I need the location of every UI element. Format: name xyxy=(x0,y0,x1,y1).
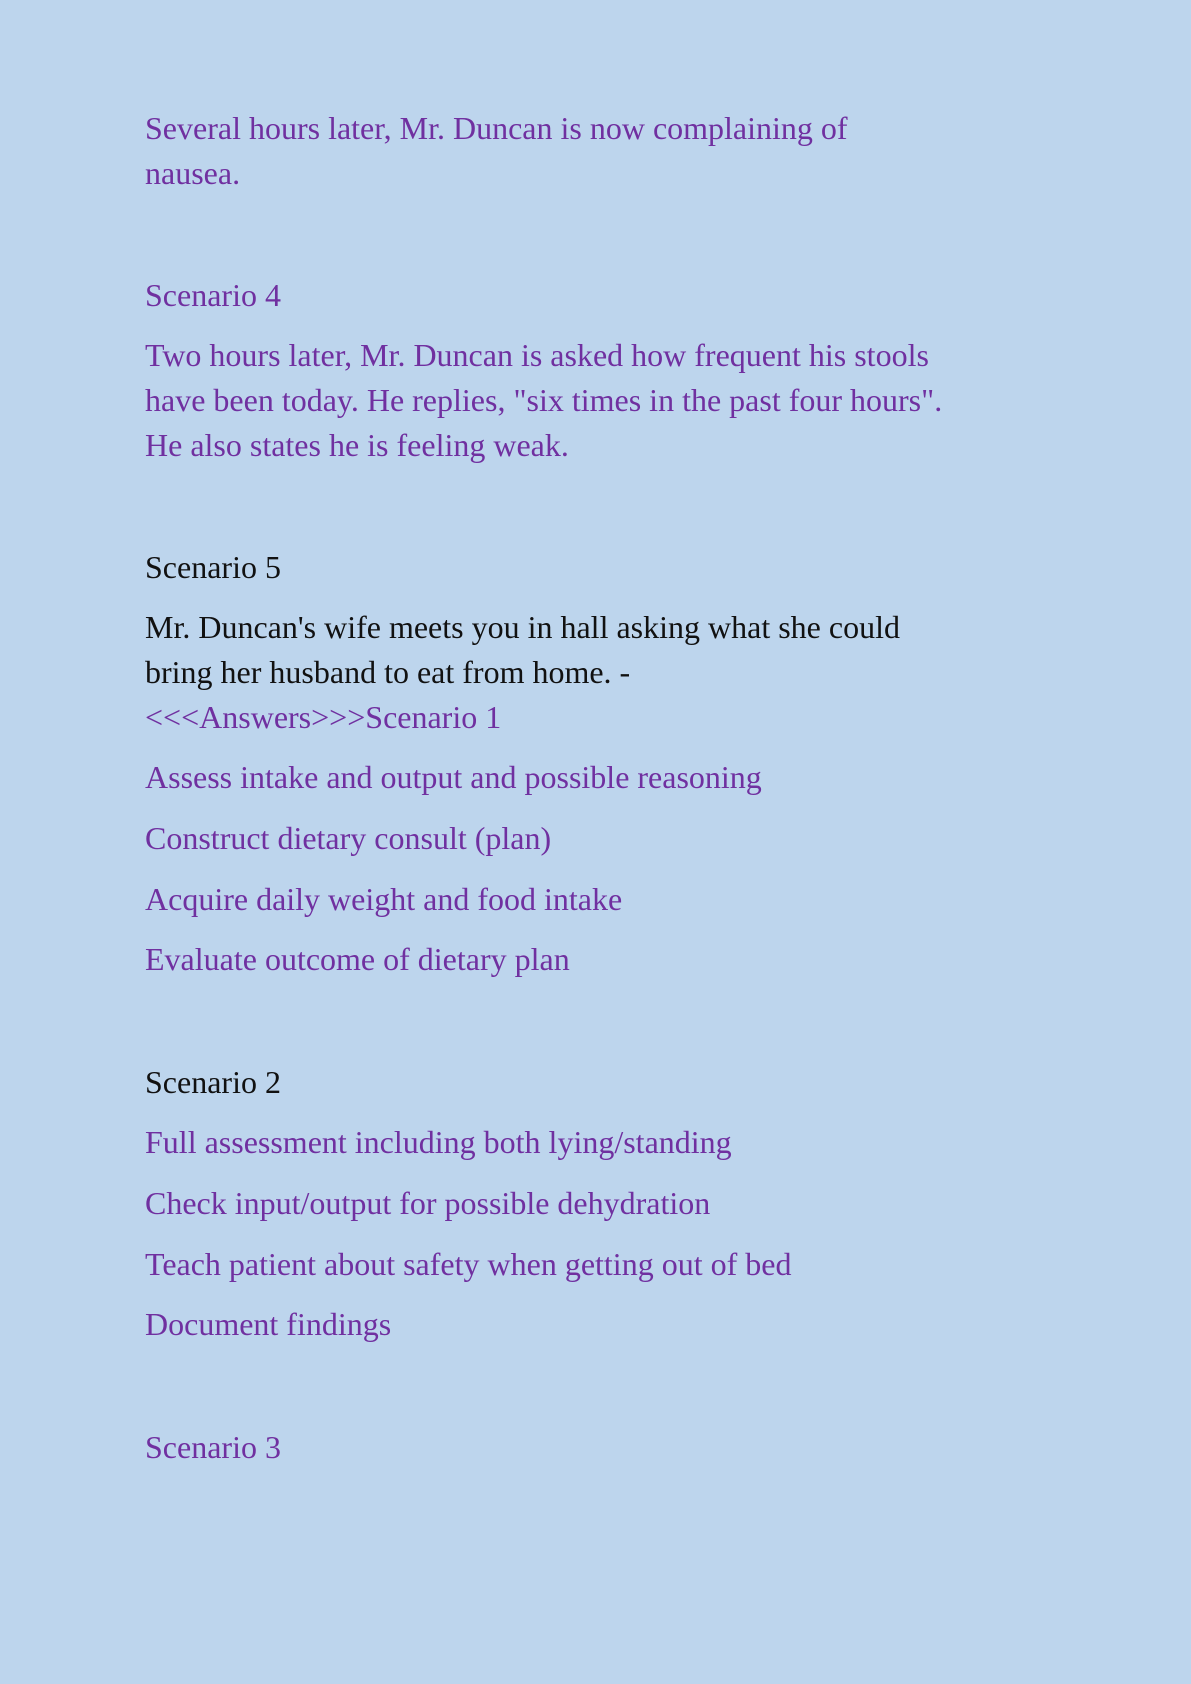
scenario3-text-line2: nausea. xyxy=(145,155,241,191)
answers-scenario2-heading: Scenario 2 xyxy=(145,1064,281,1100)
scenario4-text-line2: have been today. He replies, "six times in the past four hours". xyxy=(145,382,943,418)
scenario4-heading: Scenario 4 xyxy=(145,277,281,313)
answer-item: Acquire daily weight and food intake xyxy=(145,881,623,917)
answer-item: Document findings xyxy=(145,1306,392,1342)
answers-scenario1-heading: <<<Answers>>>Scenario 1 xyxy=(145,699,502,735)
answer-item: Teach patient about safety when getting out of bed xyxy=(145,1246,792,1282)
scenario4-text-line1: Two hours later, Mr. Duncan is asked how frequent his stools xyxy=(145,337,929,373)
scenario4-text-line3: He also states he is feeling weak. xyxy=(145,427,569,463)
scenario3-text-line1: Several hours later, Mr. Duncan is now complaining of xyxy=(145,110,848,146)
answer-item: Check input/output for possible dehydration xyxy=(145,1185,711,1221)
answer-item: Evaluate outcome of dietary plan xyxy=(145,941,570,977)
scenario5-text-line1: Mr. Duncan's wife meets you in hall asking what she could xyxy=(145,609,900,645)
scenario5-text-line2: bring her husband to eat from home. - xyxy=(145,654,631,690)
answer-item: Assess intake and output and possible reasoning xyxy=(145,759,762,795)
answers-scenario3-heading: Scenario 3 xyxy=(145,1429,281,1465)
answer-item: Full assessment including both lying/standing xyxy=(145,1124,732,1160)
answer-item: Construct dietary consult (plan) xyxy=(145,820,552,856)
scenario5-heading: Scenario 5 xyxy=(145,549,281,585)
